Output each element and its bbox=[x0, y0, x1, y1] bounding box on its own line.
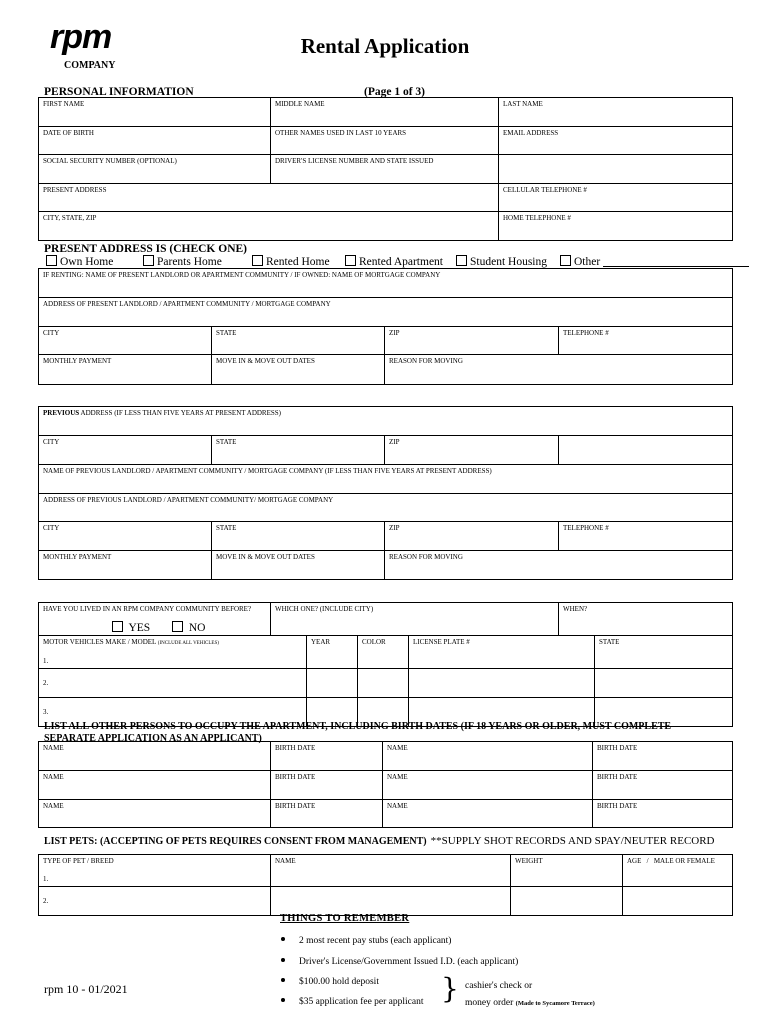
checkbox[interactable] bbox=[456, 255, 467, 266]
things-to-remember-heading: THINGS TO REMEMBER bbox=[280, 913, 410, 924]
occupant-name-field[interactable]: NAME bbox=[39, 800, 271, 828]
vehicle-year-field[interactable]: YEAR bbox=[307, 636, 358, 669]
rpm-no-option[interactable]: NO bbox=[172, 621, 206, 634]
previous-move-dates-field[interactable]: MOVE IN & MOVE OUT DATES bbox=[212, 551, 385, 580]
occupants-table bbox=[38, 741, 733, 828]
pet-age-sex-2[interactable] bbox=[623, 887, 733, 916]
payment-payee-note: (Made to Sycamore Terrace) bbox=[515, 1000, 595, 1007]
option-other[interactable]: Other bbox=[560, 255, 749, 268]
occupants-heading: LIST ALL OTHER PERSONS TO OCCUPY THE APARTMENT, INCLUDING BIRTH DATES (IF 18 YEARS OR OLDER, MUST COMPLETE SEPARATE APPLICATION AS AN APPLICANT) bbox=[44, 721, 672, 744]
vehicle-year-2[interactable] bbox=[307, 669, 358, 698]
option-rented-apartment[interactable]: Rented Apartment bbox=[345, 255, 443, 268]
pet-type-field[interactable]: TYPE OF PET / BREED 1. bbox=[39, 855, 271, 887]
cell-phone-field[interactable]: CELLULAR TELEPHONE # bbox=[499, 184, 733, 212]
previous-monthly-payment-field[interactable]: MONTHLY PAYMENT bbox=[39, 551, 212, 580]
ssn-field[interactable]: SOCIAL SECURITY NUMBER (OPTIONAL) bbox=[39, 155, 271, 184]
pet-age-sex-field[interactable]: AGE / MALE OR FEMALE bbox=[623, 855, 733, 887]
present-landlord-name-field[interactable]: IF RENTING: NAME OF PRESENT LANDLORD OR APARTMENT COMMUNITY / IF OWNED: NAME OF MORTGAGE COMPANY bbox=[39, 269, 733, 298]
option-own-home[interactable]: Own Home bbox=[46, 255, 113, 268]
payment-method-line2: money order (Made to Sycamore Terrace) bbox=[465, 998, 595, 1008]
vehicle-plate-2[interactable] bbox=[409, 669, 595, 698]
previous-landlord-state-field[interactable]: STATE bbox=[212, 522, 385, 551]
checkbox[interactable] bbox=[46, 255, 57, 266]
middle-name-field[interactable]: MIDDLE NAME bbox=[271, 98, 499, 127]
company-logo: rpm bbox=[50, 18, 112, 56]
company-logo-subtitle: COMPANY bbox=[64, 60, 116, 71]
email-field[interactable]: EMAIL ADDRESS bbox=[499, 127, 733, 155]
rpm-when-field[interactable]: WHEN? bbox=[559, 603, 733, 636]
checkbox[interactable] bbox=[252, 255, 263, 266]
payment-method-line1: cashier's check or bbox=[465, 981, 533, 991]
checkbox[interactable] bbox=[143, 255, 154, 266]
vehicle-make-model-field[interactable]: MOTOR VEHICLES MAKE / MODEL (INCLUDE ALL VEHICLES) 1. bbox=[39, 636, 307, 669]
option-student-housing[interactable]: Student Housing bbox=[456, 255, 547, 268]
other-names-field[interactable]: OTHER NAMES USED IN LAST 10 YEARS bbox=[271, 127, 499, 155]
option-parents-home[interactable]: Parents Home bbox=[143, 255, 222, 268]
previous-blank-cell bbox=[559, 436, 733, 465]
occupant-birthdate-field[interactable]: BIRTH DATE bbox=[593, 771, 733, 800]
pet-weight-field[interactable]: WEIGHT bbox=[511, 855, 623, 887]
previous-state-field[interactable]: STATE bbox=[212, 436, 385, 465]
present-landlord-table bbox=[38, 268, 733, 385]
present-monthly-payment-field[interactable]: MONTHLY PAYMENT bbox=[39, 355, 212, 385]
rpm-yes-option[interactable]: YES bbox=[112, 621, 150, 634]
pets-heading-row bbox=[44, 831, 715, 849]
pets-heading: LIST PETS: (ACCEPTING OF PETS REQUIRES CONSENT FROM MANAGEMENT) bbox=[44, 836, 427, 847]
vehicle-row-2[interactable]: 2. bbox=[39, 669, 307, 698]
previous-zip-field[interactable]: ZIP bbox=[385, 436, 559, 465]
occupant-birthdate-field[interactable]: BIRTH DATE bbox=[271, 771, 383, 800]
remember-item: Driver's License/Government Issued I.D. (each applicant) bbox=[281, 957, 518, 967]
city-state-zip-field[interactable]: CITY, STATE, ZIP bbox=[39, 212, 499, 241]
vehicle-state-field[interactable]: STATE bbox=[595, 636, 733, 669]
occupant-birthdate-field[interactable]: BIRTH DATE bbox=[593, 742, 733, 771]
previous-landlord-city-field[interactable]: CITY bbox=[39, 522, 212, 551]
present-zip-field[interactable]: ZIP bbox=[385, 327, 559, 355]
previous-reason-field[interactable]: REASON FOR MOVING bbox=[385, 551, 733, 580]
present-telephone-field[interactable]: TELEPHONE # bbox=[559, 327, 733, 355]
previous-landlord-name-field[interactable]: NAME OF PREVIOUS LANDLORD / APARTMENT COMMUNITY / MORTGAGE COMPANY (IF LESS THAN FIVE YEARS AT PRESENT ADDRESS) bbox=[39, 465, 733, 494]
present-state-field[interactable]: STATE bbox=[212, 327, 385, 355]
occupant-name-field[interactable]: NAME bbox=[383, 742, 593, 771]
occupant-birthdate-field[interactable]: BIRTH DATE bbox=[593, 800, 733, 828]
pet-name-2[interactable] bbox=[271, 887, 511, 916]
personal-info-heading: PERSONAL INFORMATION bbox=[44, 86, 194, 98]
page-number-note: (Page 1 of 3) bbox=[364, 86, 425, 98]
occupant-name-field[interactable]: NAME bbox=[39, 771, 271, 800]
vehicle-state-2[interactable] bbox=[595, 669, 733, 698]
present-city-field[interactable]: CITY bbox=[39, 327, 212, 355]
checkbox[interactable] bbox=[172, 621, 183, 632]
blank-cell bbox=[499, 155, 733, 184]
rpm-history-question-field: HAVE YOU LIVED IN AN RPM COMPANY COMMUNITY BEFORE? bbox=[39, 603, 271, 636]
pet-name-field[interactable]: NAME bbox=[271, 855, 511, 887]
occupant-name-field[interactable]: NAME bbox=[39, 742, 271, 771]
occupant-birthdate-field[interactable]: BIRTH DATE bbox=[271, 800, 383, 828]
pet-row-2[interactable]: 2. bbox=[39, 887, 271, 916]
previous-address-table bbox=[38, 406, 733, 580]
vehicle-color-field[interactable]: COLOR bbox=[358, 636, 409, 669]
home-phone-field[interactable]: HOME TELEPHONE # bbox=[499, 212, 733, 241]
personal-info-table bbox=[38, 97, 733, 241]
present-landlord-address-field[interactable]: ADDRESS OF PRESENT LANDLORD / APARTMENT COMMUNITY / MORTGAGE COMPANY bbox=[39, 298, 733, 327]
previous-landlord-zip-field[interactable]: ZIP bbox=[385, 522, 559, 551]
brace-symbol: } bbox=[441, 972, 459, 1005]
other-blank-line[interactable] bbox=[603, 256, 749, 267]
pets-table bbox=[38, 854, 733, 916]
present-address-is-heading: PRESENT ADDRESS IS (CHECK ONE) bbox=[44, 243, 248, 255]
checkbox[interactable] bbox=[112, 621, 123, 632]
form-id: rpm 10 - 01/2021 bbox=[44, 982, 128, 996]
present-move-dates-field[interactable]: MOVE IN & MOVE OUT DATES bbox=[212, 355, 385, 385]
vehicles-table bbox=[38, 635, 733, 727]
checkbox[interactable] bbox=[345, 255, 356, 266]
previous-address-field[interactable]: PREVIOUS ADDRESS (IF LESS THAN FIVE YEARS AT PRESENT ADDRESS) bbox=[39, 407, 733, 436]
pet-weight-2[interactable] bbox=[511, 887, 623, 916]
option-rented-home[interactable]: Rented Home bbox=[252, 255, 330, 268]
present-reason-field[interactable]: REASON FOR MOVING bbox=[385, 355, 733, 385]
page-title: Rental Application bbox=[300, 34, 470, 58]
first-name-field[interactable]: FIRST NAME bbox=[39, 98, 271, 127]
checkbox[interactable] bbox=[560, 255, 571, 266]
dob-field[interactable]: DATE OF BIRTH bbox=[39, 127, 271, 155]
vehicle-row-3[interactable]: 3. bbox=[39, 698, 307, 727]
remember-item: 2 most recent pay stubs (each applicant) bbox=[281, 936, 451, 946]
present-address-field[interactable]: PRESENT ADDRESS bbox=[39, 184, 499, 212]
rpm-which-one-field[interactable]: WHICH ONE? (INCLUDE CITY) bbox=[271, 603, 559, 636]
previous-city-field[interactable]: CITY bbox=[39, 436, 212, 465]
remember-item: $100.00 hold deposit bbox=[281, 977, 379, 987]
remember-item: $35 application fee per applicant bbox=[281, 997, 424, 1007]
vehicle-plate-field[interactable]: LICENSE PLATE # bbox=[409, 636, 595, 669]
occupant-name-field[interactable]: NAME bbox=[383, 771, 593, 800]
drivers-license-field[interactable]: DRIVER'S LICENSE NUMBER AND STATE ISSUED bbox=[271, 155, 499, 184]
previous-telephone-field[interactable]: TELEPHONE # bbox=[559, 522, 733, 551]
occupant-name-field[interactable]: NAME bbox=[383, 800, 593, 828]
last-name-field[interactable]: LAST NAME bbox=[499, 98, 733, 127]
previous-landlord-address-field[interactable]: ADDRESS OF PREVIOUS LANDLORD / APARTMENT COMMUNITY/ MORTGAGE COMPANY bbox=[39, 494, 733, 522]
pets-records-note: **SUPPLY SHOT RECORDS AND SPAY/NEUTER RECORD bbox=[430, 835, 715, 847]
vehicle-color-2[interactable] bbox=[358, 669, 409, 698]
occupant-birthdate-field[interactable]: BIRTH DATE bbox=[271, 742, 383, 771]
